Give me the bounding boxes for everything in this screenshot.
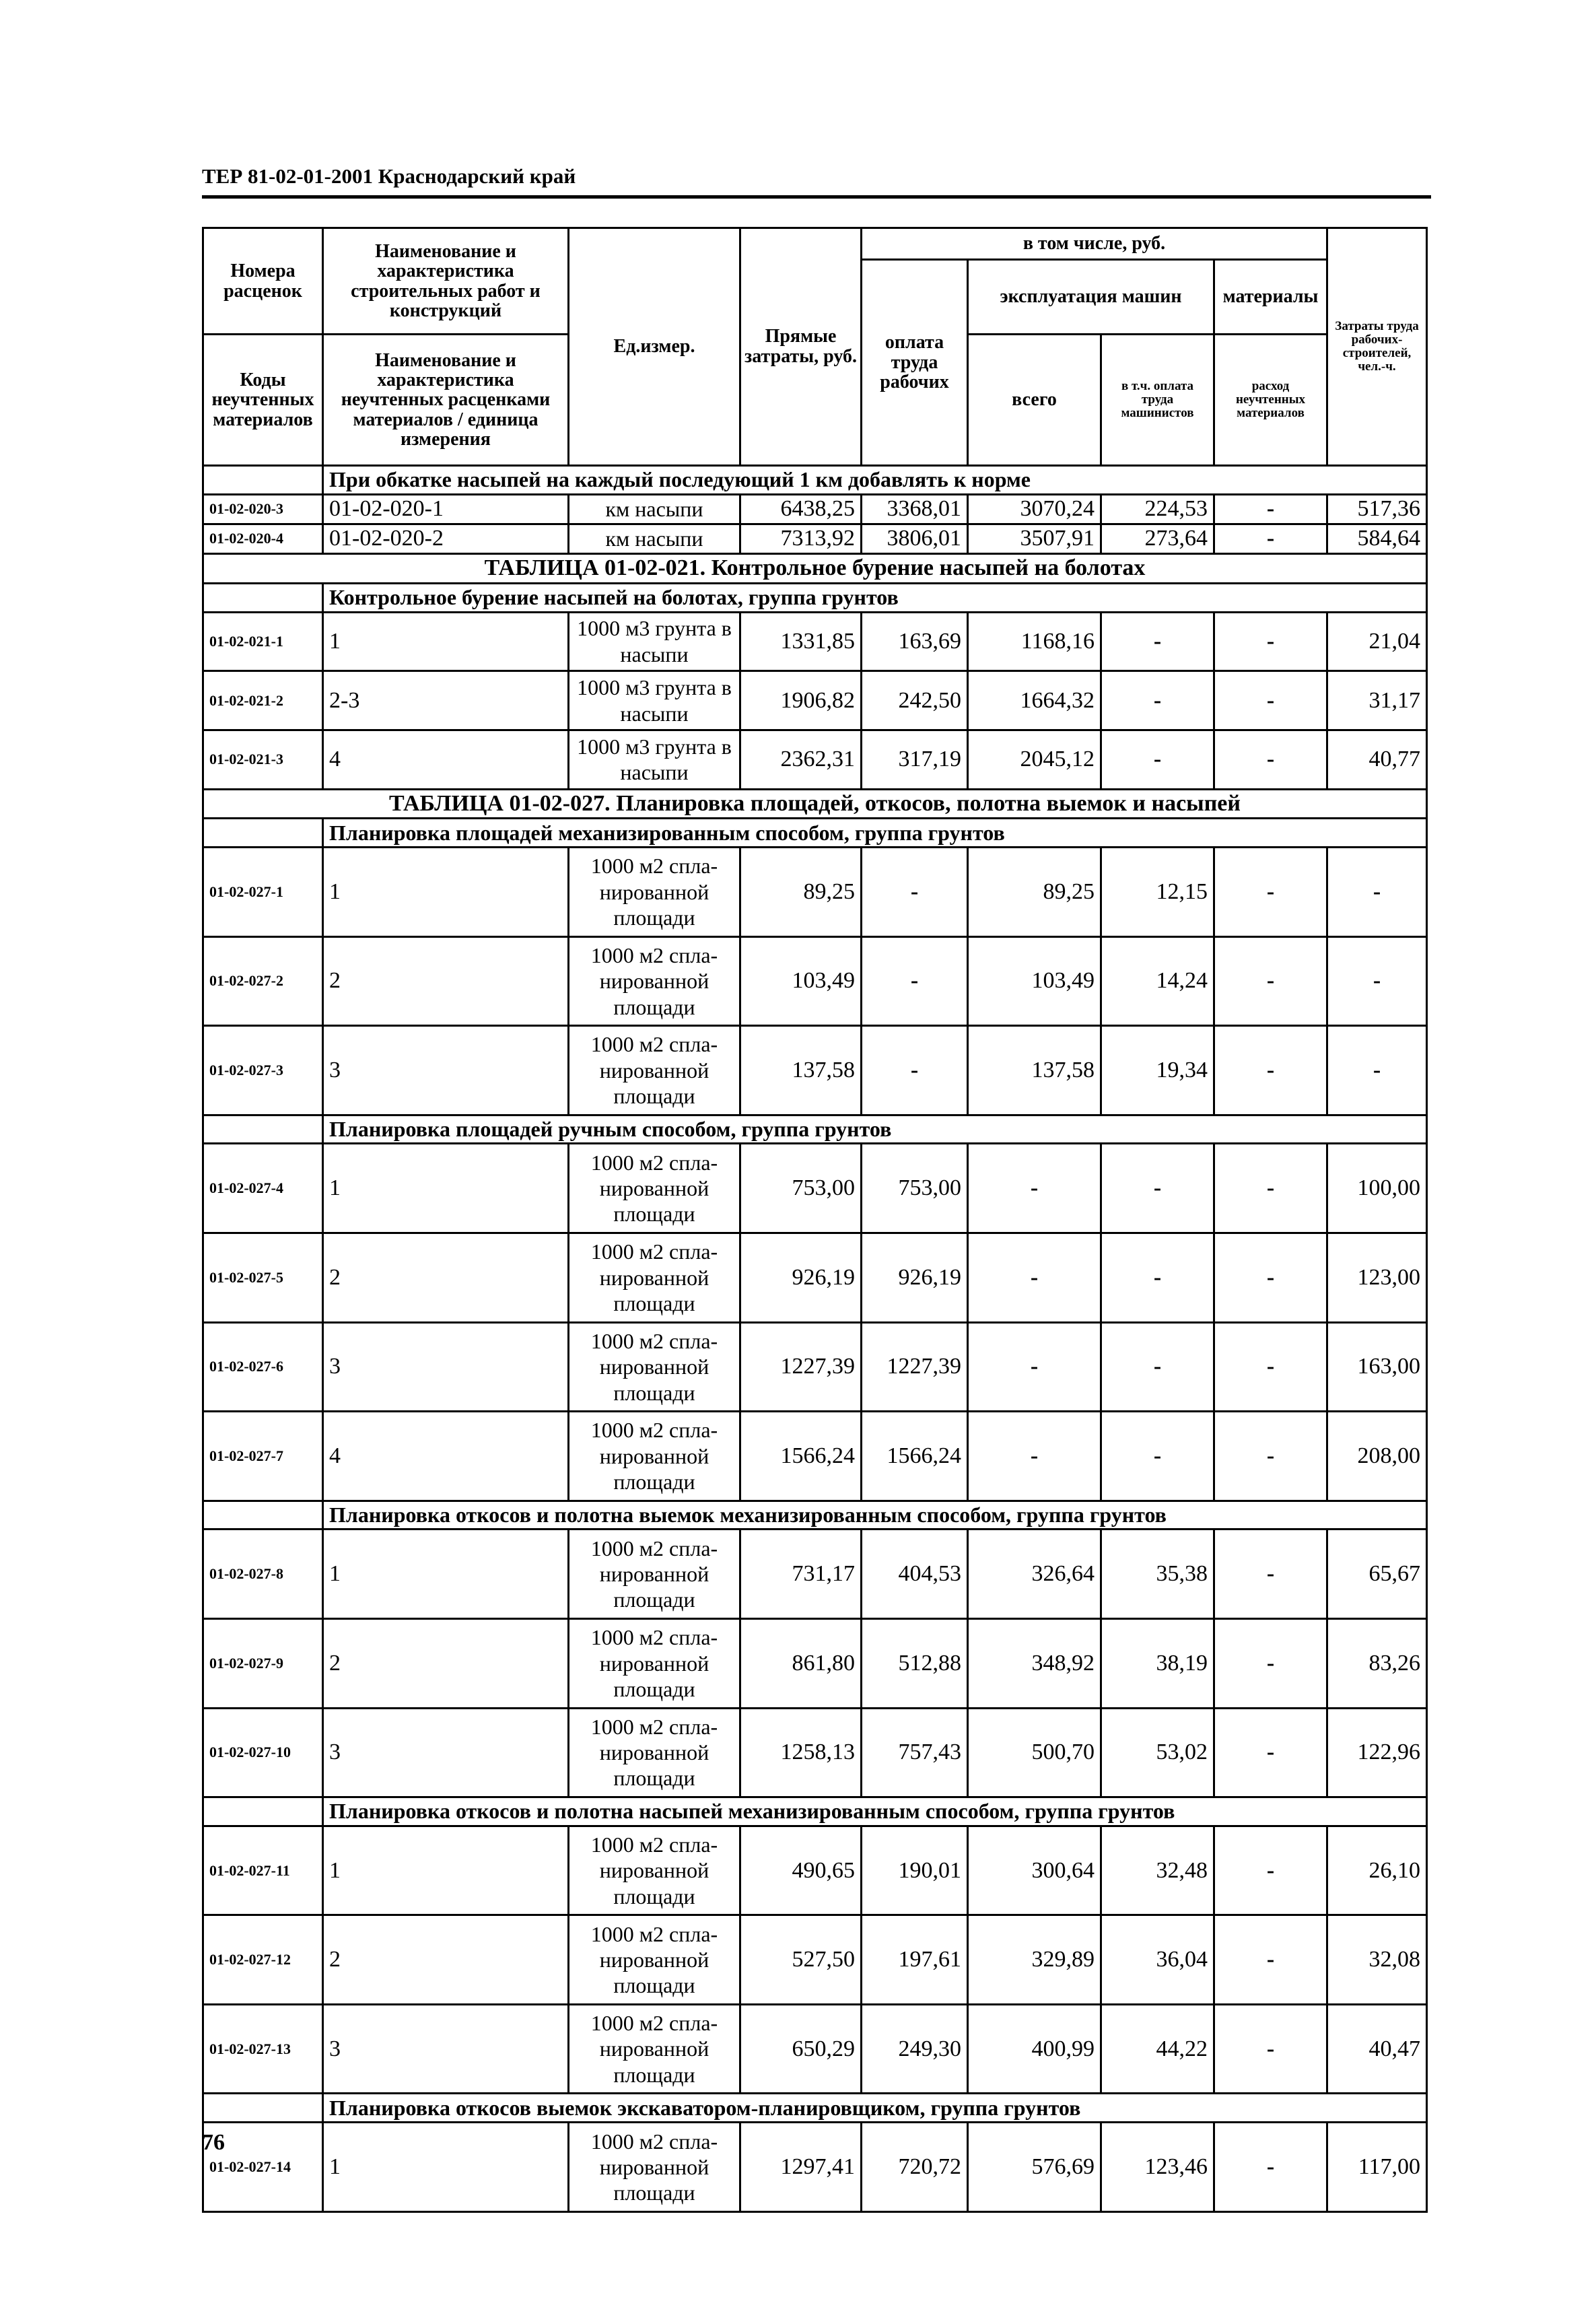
materials-cell: - xyxy=(1214,671,1327,730)
machine-total-cell: 400,99 xyxy=(968,2004,1101,2094)
labor-pay-cell: 317,19 xyxy=(862,730,968,789)
header-rule xyxy=(202,195,1431,199)
table-row xyxy=(203,848,1427,937)
section-row xyxy=(203,1115,1427,1144)
labor-hours-cell: 100,00 xyxy=(1327,1144,1427,1233)
operators-pay-cell: 36,04 xyxy=(1101,1915,1214,2005)
rate-name: 2 xyxy=(323,1915,569,2005)
machine-total-cell: 2045,12 xyxy=(968,730,1101,789)
labor-hours-cell: 117,00 xyxy=(1327,2123,1427,2212)
table-row xyxy=(203,1529,1427,1619)
section-code-cell xyxy=(203,1501,323,1529)
labor-pay-cell: 757,43 xyxy=(862,1708,968,1797)
labor-pay-cell: 1566,24 xyxy=(862,1412,968,1501)
rate-code: 01-02-027-14 xyxy=(203,2123,323,2212)
machine-total-cell: 1168,16 xyxy=(968,612,1101,671)
machine-total-cell: 576,69 xyxy=(968,2123,1101,2212)
labor-hours-cell: 40,77 xyxy=(1327,730,1427,789)
labor-pay-cell: 404,53 xyxy=(862,1529,968,1619)
table-title: ТАБЛИЦА 01-02-021. Контрольное бурение насыпей на болотах xyxy=(203,553,1427,583)
materials-cell: - xyxy=(1214,1233,1327,1323)
operators-pay-cell: 19,34 xyxy=(1101,1026,1214,1115)
rate-name: 1 xyxy=(323,848,569,937)
table-row xyxy=(203,1026,1427,1115)
table-row xyxy=(203,936,1427,1026)
table-title: ТАБЛИЦА 01-02-027. Планировка площадей, откосов, полотна выемок и насыпей xyxy=(203,789,1427,819)
direct-costs-cell: 89,25 xyxy=(740,848,862,937)
table-row xyxy=(203,2004,1427,2094)
materials-cell: - xyxy=(1214,1618,1327,1708)
rate-code: 01-02-027-12 xyxy=(203,1915,323,2005)
rate-name: 1 xyxy=(323,612,569,671)
machine-total-cell: 89,25 xyxy=(968,848,1101,937)
operators-pay-cell: - xyxy=(1101,1144,1214,1233)
operators-pay-cell: - xyxy=(1101,1233,1214,1323)
col-header-unit: Ед.измер. xyxy=(569,228,740,466)
labor-pay-cell: - xyxy=(862,848,968,937)
materials-cell: - xyxy=(1214,1826,1327,1915)
unit-cell: 1000 м2 спла- нированной площади xyxy=(569,936,740,1026)
unit-cell: 1000 м2 спла- нированной площади xyxy=(569,1826,740,1915)
machine-total-cell: - xyxy=(968,1144,1101,1233)
rate-name: 1 xyxy=(323,2123,569,2212)
direct-costs-cell: 1258,13 xyxy=(740,1708,862,1797)
labor-pay-cell: 163,69 xyxy=(862,612,968,671)
machine-total-cell: 500,70 xyxy=(968,1708,1101,1797)
labor-hours-cell: 31,17 xyxy=(1327,671,1427,730)
table-row xyxy=(203,524,1427,553)
rate-code: 01-02-027-4 xyxy=(203,1144,323,1233)
table-row xyxy=(203,671,1427,730)
rate-name: 4 xyxy=(323,1412,569,1501)
unit-cell: 1000 м2 спла- нированной площади xyxy=(569,1144,740,1233)
section-heading: Планировка откосов и полотна насыпей механизированным способом, группа грунтов xyxy=(323,1797,1427,1826)
section-code-cell xyxy=(203,1115,323,1144)
materials-cell: - xyxy=(1214,1322,1327,1412)
direct-costs-cell: 7313,92 xyxy=(740,524,862,553)
rate-code: 01-02-027-8 xyxy=(203,1529,323,1619)
direct-costs-cell: 1906,82 xyxy=(740,671,862,730)
operators-pay-cell: - xyxy=(1101,1322,1214,1412)
table-row xyxy=(203,1412,1427,1501)
table-title-row xyxy=(203,553,1427,583)
rate-name: 01-02-020-1 xyxy=(323,494,569,524)
unit-cell: 1000 м2 спла- нированной площади xyxy=(569,1618,740,1708)
rate-code: 01-02-027-10 xyxy=(203,1708,323,1797)
col-header-machine-total: всего xyxy=(968,335,1101,466)
labor-hours-cell: 584,64 xyxy=(1327,524,1427,553)
unit-cell: 1000 м2 спла- нированной площади xyxy=(569,1412,740,1501)
rate-code: 01-02-027-2 xyxy=(203,936,323,1026)
operators-pay-cell: 38,19 xyxy=(1101,1618,1214,1708)
operators-pay-cell: 32,48 xyxy=(1101,1826,1214,1915)
operators-pay-cell: 35,38 xyxy=(1101,1529,1214,1619)
machine-total-cell: 348,92 xyxy=(968,1618,1101,1708)
materials-cell: - xyxy=(1214,524,1327,553)
table-row xyxy=(203,1826,1427,1915)
labor-hours-cell: 26,10 xyxy=(1327,1826,1427,1915)
table-row xyxy=(203,494,1427,524)
section-code-cell xyxy=(203,583,323,612)
machine-total-cell: 3070,24 xyxy=(968,494,1101,524)
direct-costs-cell: 1331,85 xyxy=(740,612,862,671)
unit-cell: 1000 м2 спла- нированной площади xyxy=(569,1233,740,1323)
rate-name: 3 xyxy=(323,2004,569,2094)
rate-name: 2 xyxy=(323,1233,569,1323)
table-row xyxy=(203,730,1427,789)
section-code-cell xyxy=(203,819,323,848)
rate-name: 2 xyxy=(323,936,569,1026)
rate-code: 01-02-021-3 xyxy=(203,730,323,789)
table-row xyxy=(203,1144,1427,1233)
direct-costs-cell: 861,80 xyxy=(740,1618,862,1708)
section-heading: При обкатке насыпей на каждый последующий 1 км добавлять к норме xyxy=(323,465,1427,494)
col-header-materials: материалы xyxy=(1214,260,1327,335)
rate-name: 1 xyxy=(323,1144,569,1233)
direct-costs-cell: 1566,24 xyxy=(740,1412,862,1501)
col-header-labor-pay: оплата труда рабочих xyxy=(862,260,968,466)
section-code-cell xyxy=(203,2094,323,2123)
document-header: ТЕР 81-02-01-2001 Краснодарский край xyxy=(202,164,576,188)
section-heading: Контрольное бурение насыпей на болотах, группа грунтов xyxy=(323,583,1427,612)
col-header-material-codes: Коды неучтенных материалов xyxy=(203,335,323,466)
section-row xyxy=(203,819,1427,848)
machine-total-cell: 329,89 xyxy=(968,1915,1101,2005)
section-heading: Планировка откосов выемок экскаватором-планировщиком, группа грунтов xyxy=(323,2094,1427,2123)
labor-hours-cell: 122,96 xyxy=(1327,1708,1427,1797)
labor-pay-cell: 926,19 xyxy=(862,1233,968,1323)
operators-pay-cell: 12,15 xyxy=(1101,848,1214,937)
machine-total-cell: 137,58 xyxy=(968,1026,1101,1115)
rate-name: 2 xyxy=(323,1618,569,1708)
direct-costs-cell: 2362,31 xyxy=(740,730,862,789)
labor-pay-cell: 720,72 xyxy=(862,2123,968,2212)
table-row xyxy=(203,1915,1427,2005)
table-row xyxy=(203,2123,1427,2212)
materials-cell: - xyxy=(1214,1144,1327,1233)
labor-pay-cell: - xyxy=(862,936,968,1026)
col-header-machine-operation: эксплуатация машин xyxy=(968,260,1214,335)
col-header-operators-pay: в т.ч. оплата труда машинистов xyxy=(1101,335,1214,466)
direct-costs-cell: 650,29 xyxy=(740,2004,862,2094)
rate-name: 3 xyxy=(323,1322,569,1412)
rate-name: 2-3 xyxy=(323,671,569,730)
price-table xyxy=(202,227,1428,2213)
unit-cell: км насыпи xyxy=(569,524,740,553)
operators-pay-cell: 273,64 xyxy=(1101,524,1214,553)
unit-cell: 1000 м2 спла- нированной площади xyxy=(569,2123,740,2212)
unit-cell: 1000 м2 спла- нированной площади xyxy=(569,1322,740,1412)
rate-code: 01-02-027-7 xyxy=(203,1412,323,1501)
table-row xyxy=(203,1233,1427,1323)
operators-pay-cell: 224,53 xyxy=(1101,494,1214,524)
machine-total-cell: - xyxy=(968,1233,1101,1323)
col-header-direct-costs: Прямые затраты, руб. xyxy=(740,228,862,466)
labor-hours-cell: 32,08 xyxy=(1327,1915,1427,2005)
labor-pay-cell: - xyxy=(862,1026,968,1115)
labor-hours-cell: - xyxy=(1327,1026,1427,1115)
labor-hours-cell: 517,36 xyxy=(1327,494,1427,524)
rate-name: 3 xyxy=(323,1708,569,1797)
rate-name: 3 xyxy=(323,1026,569,1115)
labor-hours-cell: 123,00 xyxy=(1327,1233,1427,1323)
rate-code: 01-02-021-2 xyxy=(203,671,323,730)
section-code-cell xyxy=(203,465,323,494)
rate-code: 01-02-027-3 xyxy=(203,1026,323,1115)
page-number: 76 xyxy=(202,2130,225,2155)
machine-total-cell: 300,64 xyxy=(968,1826,1101,1915)
materials-cell: - xyxy=(1214,1915,1327,2005)
section-heading: Планировка площадей ручным способом, группа грунтов xyxy=(323,1115,1427,1144)
unit-cell: 1000 м2 спла- нированной площади xyxy=(569,1026,740,1115)
labor-hours-cell: 208,00 xyxy=(1327,1412,1427,1501)
rate-code: 01-02-027-9 xyxy=(203,1618,323,1708)
materials-cell: - xyxy=(1214,494,1327,524)
rate-code: 01-02-027-13 xyxy=(203,2004,323,2094)
table-row xyxy=(203,1708,1427,1797)
col-header-name-bottom: Наименование и характеристика неучтенных расценками материалов / единица измерения xyxy=(323,335,569,466)
direct-costs-cell: 527,50 xyxy=(740,1915,862,2005)
section-row xyxy=(203,1797,1427,1826)
section-row xyxy=(203,583,1427,612)
col-header-name-top: Наименование и характеристика строительных работ и конструкций xyxy=(323,228,569,335)
machine-total-cell: 1664,32 xyxy=(968,671,1101,730)
rate-code: 01-02-020-4 xyxy=(203,524,323,553)
direct-costs-cell: 1297,41 xyxy=(740,2123,862,2212)
direct-costs-cell: 103,49 xyxy=(740,936,862,1026)
unit-cell: 1000 м2 спла- нированной площади xyxy=(569,2004,740,2094)
machine-total-cell: 103,49 xyxy=(968,936,1101,1026)
operators-pay-cell: 14,24 xyxy=(1101,936,1214,1026)
direct-costs-cell: 6438,25 xyxy=(740,494,862,524)
section-heading: Планировка откосов и полотна выемок механизированным способом, группа грунтов xyxy=(323,1501,1427,1529)
section-row xyxy=(203,1501,1427,1529)
materials-cell: - xyxy=(1214,730,1327,789)
materials-cell: - xyxy=(1214,2004,1327,2094)
rate-name: 4 xyxy=(323,730,569,789)
materials-cell: - xyxy=(1214,1529,1327,1619)
rate-code: 01-02-021-1 xyxy=(203,612,323,671)
labor-pay-cell: 753,00 xyxy=(862,1144,968,1233)
operators-pay-cell: - xyxy=(1101,730,1214,789)
unit-cell: 1000 м2 спла- нированной площади xyxy=(569,1915,740,2005)
table-row xyxy=(203,612,1427,671)
section-code-cell xyxy=(203,1797,323,1826)
labor-pay-cell: 190,01 xyxy=(862,1826,968,1915)
rate-code: 01-02-020-3 xyxy=(203,494,323,524)
labor-hours-cell: 83,26 xyxy=(1327,1618,1427,1708)
rate-code: 01-02-027-11 xyxy=(203,1826,323,1915)
table-row xyxy=(203,1322,1427,1412)
materials-cell: - xyxy=(1214,848,1327,937)
rate-code: 01-02-027-6 xyxy=(203,1322,323,1412)
labor-pay-cell: 1227,39 xyxy=(862,1322,968,1412)
labor-hours-cell: 65,67 xyxy=(1327,1529,1427,1619)
labor-hours-cell: - xyxy=(1327,936,1427,1026)
machine-total-cell: - xyxy=(968,1412,1101,1501)
labor-pay-cell: 249,30 xyxy=(862,2004,968,2094)
materials-cell: - xyxy=(1214,1708,1327,1797)
direct-costs-cell: 926,19 xyxy=(740,1233,862,1323)
table-title-row xyxy=(203,789,1427,819)
unit-cell: 1000 м2 спла- нированной площади xyxy=(569,1529,740,1619)
materials-cell: - xyxy=(1214,1026,1327,1115)
labor-hours-cell: 163,00 xyxy=(1327,1322,1427,1412)
rate-name: 01-02-020-2 xyxy=(323,524,569,553)
unit-cell: 1000 м3 грунта в насыпи xyxy=(569,671,740,730)
materials-cell: - xyxy=(1214,2123,1327,2212)
rate-name: 1 xyxy=(323,1826,569,1915)
operators-pay-cell: - xyxy=(1101,1412,1214,1501)
materials-cell: - xyxy=(1214,1412,1327,1501)
rate-code: 01-02-027-5 xyxy=(203,1233,323,1323)
labor-pay-cell: 512,88 xyxy=(862,1618,968,1708)
operators-pay-cell: 53,02 xyxy=(1101,1708,1214,1797)
direct-costs-cell: 490,65 xyxy=(740,1826,862,1915)
operators-pay-cell: 44,22 xyxy=(1101,2004,1214,2094)
section-heading: Планировка площадей механизированным способом, группа грунтов xyxy=(323,819,1427,848)
labor-pay-cell: 3806,01 xyxy=(862,524,968,553)
unit-cell: км насыпи xyxy=(569,494,740,524)
machine-total-cell: 326,64 xyxy=(968,1529,1101,1619)
labor-hours-cell: - xyxy=(1327,848,1427,937)
labor-pay-cell: 242,50 xyxy=(862,671,968,730)
unit-cell: 1000 м2 спла- нированной площади xyxy=(569,1708,740,1797)
col-header-labor-costs: Затраты труда рабочих-строителей, чел.-ч. xyxy=(1327,228,1427,466)
operators-pay-cell: - xyxy=(1101,671,1214,730)
col-header-including: в том числе, руб. xyxy=(862,228,1327,260)
direct-costs-cell: 1227,39 xyxy=(740,1322,862,1412)
operators-pay-cell: 123,46 xyxy=(1101,2123,1214,2212)
direct-costs-cell: 753,00 xyxy=(740,1144,862,1233)
section-row xyxy=(203,2094,1427,2123)
labor-hours-cell: 40,47 xyxy=(1327,2004,1427,2094)
unit-cell: 1000 м2 спла- нированной площади xyxy=(569,848,740,937)
materials-cell: - xyxy=(1214,612,1327,671)
unit-cell: 1000 м3 грунта в насыпи xyxy=(569,612,740,671)
operators-pay-cell: - xyxy=(1101,612,1214,671)
labor-pay-cell: 3368,01 xyxy=(862,494,968,524)
materials-cell: - xyxy=(1214,936,1327,1026)
direct-costs-cell: 137,58 xyxy=(740,1026,862,1115)
col-header-rate-numbers: Номера расценок xyxy=(203,228,323,335)
rate-name: 1 xyxy=(323,1529,569,1619)
machine-total-cell: 3507,91 xyxy=(968,524,1101,553)
labor-hours-cell: 21,04 xyxy=(1327,612,1427,671)
direct-costs-cell: 731,17 xyxy=(740,1529,862,1619)
rate-code: 01-02-027-1 xyxy=(203,848,323,937)
labor-pay-cell: 197,61 xyxy=(862,1915,968,2005)
col-header-materials-consumption: расход неучтенных материалов xyxy=(1214,335,1327,466)
unit-cell: 1000 м3 грунта в насыпи xyxy=(569,730,740,789)
machine-total-cell: - xyxy=(968,1322,1101,1412)
section-row xyxy=(203,465,1427,494)
table-row xyxy=(203,1618,1427,1708)
